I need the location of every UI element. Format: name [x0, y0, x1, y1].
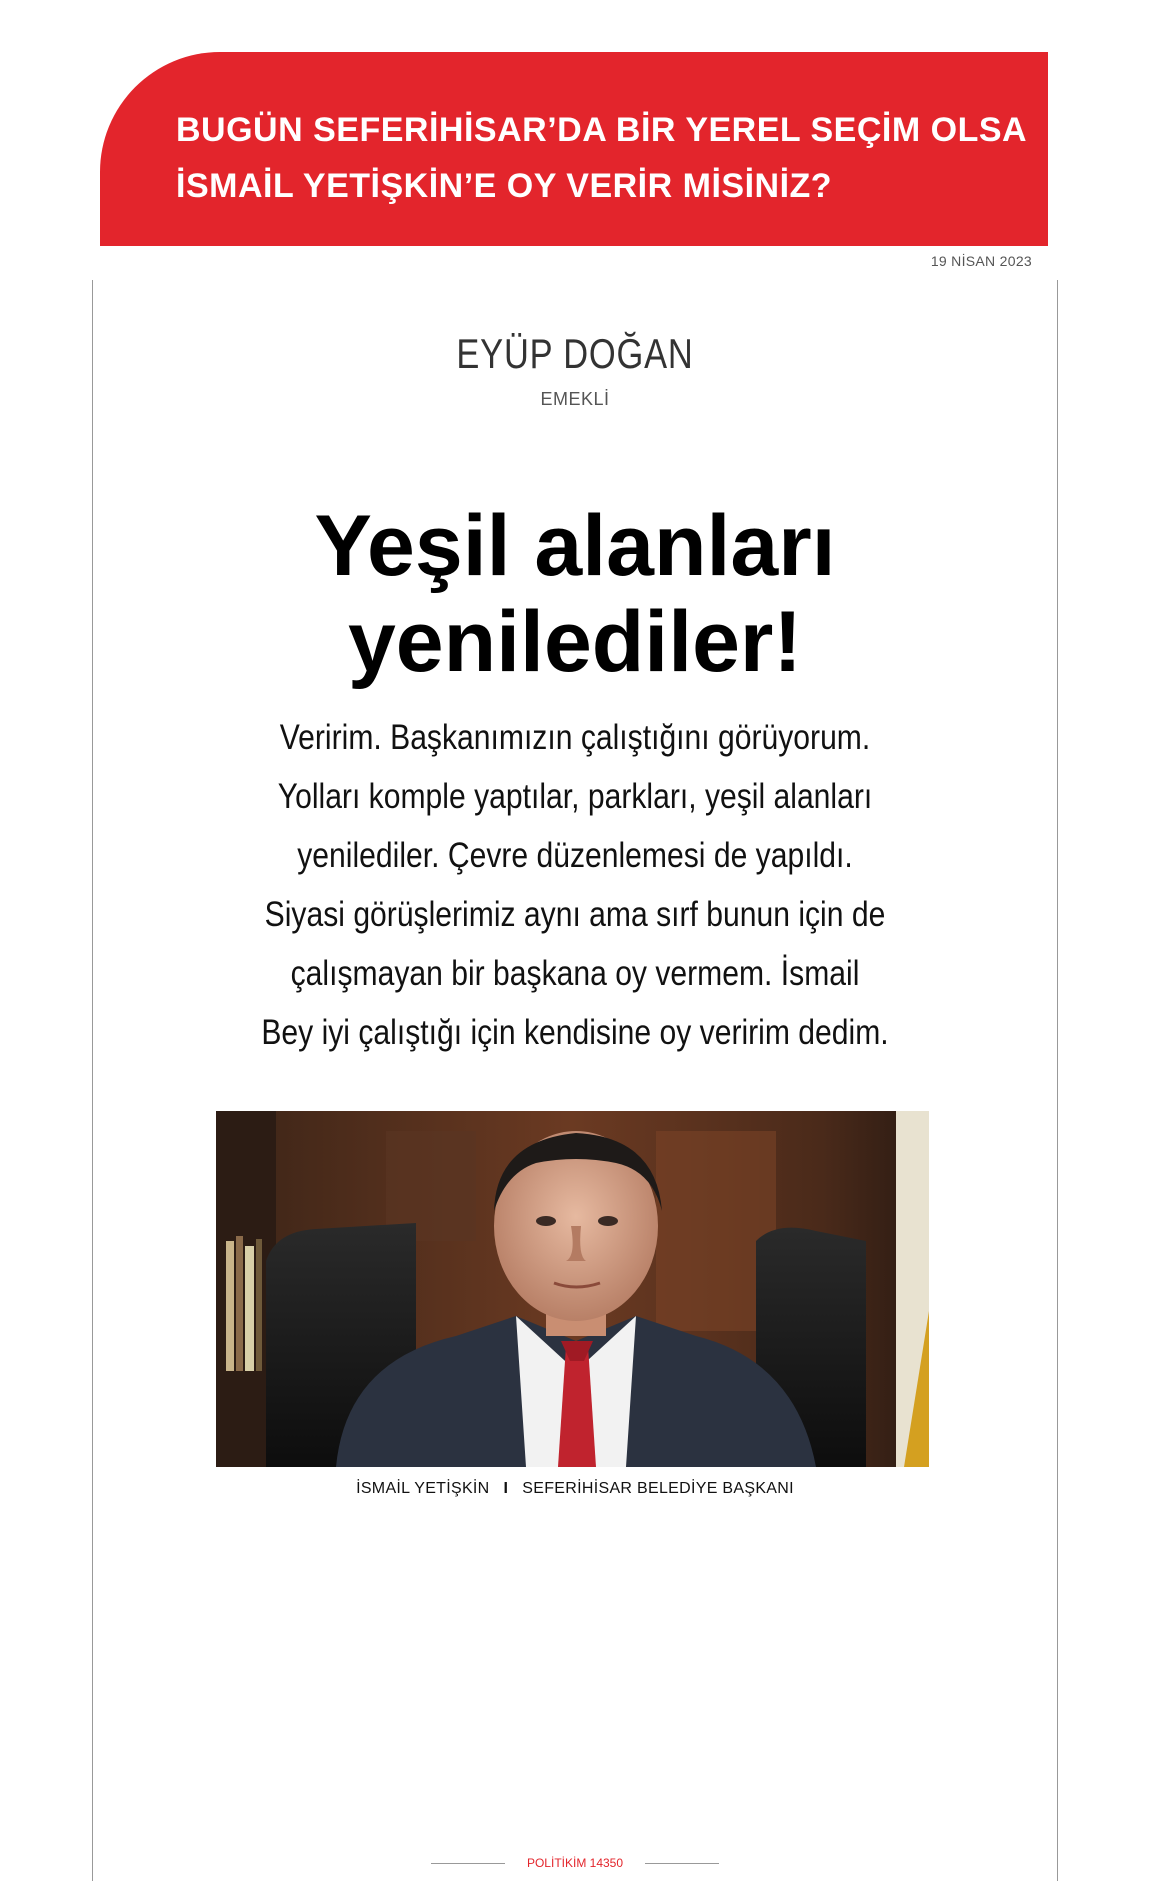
portrait-photo: [216, 1111, 929, 1467]
publish-date: 19 NİSAN 2023: [930, 253, 1032, 269]
quote-body-line: yenilediler. Çevre düzenlemesi de yapıldı.: [297, 836, 853, 875]
quote-body: [200, 708, 950, 1062]
author-role: EMEKLİ: [540, 389, 610, 409]
quote-body-line: Veririm. Başkanımızın çalıştığını görüyorum.: [279, 718, 871, 757]
quote-headline-line-1: Yeşil alanları: [314, 498, 836, 594]
quote-body-line: Siyasi görüşlerimiz aynı ama sırf bunun için de: [264, 895, 886, 934]
quote-body-line: Yolları komple yaptılar, parkları, yeşil alanları: [277, 777, 873, 816]
caption-person-title: SEFERİHİSAR BELEDİYE BAŞKANI: [522, 1480, 794, 1497]
quote-headline: [0, 498, 1150, 690]
footer-left-rule: [431, 1863, 505, 1864]
author-name: EYÜP DOĞAN: [456, 330, 694, 377]
quote-body-line: çalışmayan bir başkana oy vermem. İsmail: [290, 954, 860, 993]
page-footer: [0, 1856, 1150, 1870]
caption-person-name: İSMAİL YETİŞKİN: [356, 1480, 490, 1497]
quote-body-line: Bey iyi çalıştığı için kendisine oy veririm dedim.: [261, 1013, 889, 1052]
quote-headline-line-2: yenilediler!: [347, 594, 803, 690]
photo-caption: [0, 1480, 1150, 1498]
footer-right-rule: [645, 1863, 719, 1864]
portrait-illustration: [216, 1111, 929, 1467]
banner-question-line-1: BUGÜN SEFERİHİSAR’DA BİR YEREL SEÇİM OLSA: [176, 111, 1028, 149]
headline-banner: [100, 52, 1048, 246]
footer-publication-label: POLİTİKİM 14350: [526, 1856, 624, 1870]
banner-question-line-2: İSMAİL YETİŞKİN’E OY VERİR MİSİNİZ?: [176, 167, 833, 205]
caption-separator: I: [503, 1480, 509, 1497]
